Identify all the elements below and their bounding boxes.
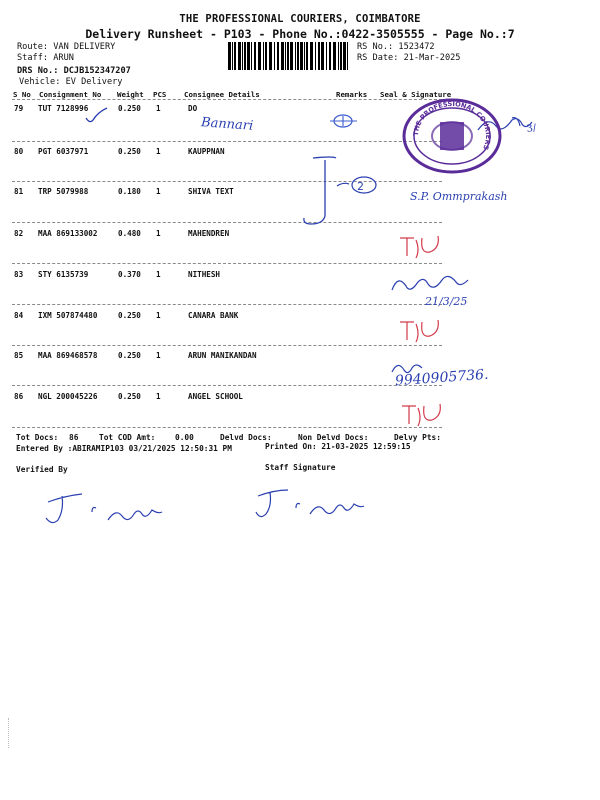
row-weight: 0.250 [118, 392, 141, 401]
row-pcs: 1 [156, 392, 161, 401]
row-weight: 0.250 [118, 147, 141, 156]
staff-label: Staff: ARUN [17, 53, 74, 63]
tot-cod-value: 0.00 [175, 433, 194, 442]
tot-cod-label: Tot COD Amt: [99, 433, 156, 442]
col-weight: Weight [117, 90, 144, 99]
row-consignee: DO [188, 104, 198, 113]
row-sno: 81 [14, 187, 24, 196]
row-sno: 82 [14, 229, 24, 238]
staff-signature-label: Staff Signature [265, 463, 336, 472]
signature-mark-icon [392, 276, 468, 290]
row-pcs: 1 [156, 311, 161, 320]
col-remarks: Remarks [336, 90, 368, 99]
company-stamp [400, 96, 504, 176]
row-sno: 86 [14, 392, 24, 401]
route-label: Route: VAN DELIVERY [17, 42, 116, 52]
row-consignment: TRP 5079988 [38, 187, 89, 196]
row-sno: 83 [14, 270, 24, 279]
row-consignee: SHIVA TEXT [188, 187, 234, 196]
row-pcs: 1 [156, 104, 161, 113]
runsheet-subtitle: Delivery Runsheet - P103 - Phone No.:0422-3505555 - Page No.:7 [85, 27, 515, 41]
row-weight: 0.250 [118, 104, 141, 113]
verified-by-label: Verified By [16, 465, 68, 474]
tot-docs-label: Tot Docs: [16, 433, 59, 442]
row-weight: 0.370 [118, 270, 141, 279]
stamp-text: THE PROFESSIONAL COURIERS [411, 99, 493, 151]
entered-by: Entered By :ABIRAMIP103 03/21/2025 12:50:31 PM [16, 444, 232, 453]
delvd-docs-label: Delvd Docs: [220, 433, 272, 442]
col-consignee: Consignee Details [184, 90, 260, 99]
col-seal-signature: Seal & Signature [380, 90, 452, 99]
row-consignment: IXM 507874480 [38, 311, 98, 320]
col-pcs: PCS [153, 90, 167, 99]
bracket-mark-icon [304, 157, 336, 224]
red-tu-mark-icon [400, 236, 440, 426]
svg-text:2: 2 [357, 180, 364, 193]
row-consignee: ARUN MANIKANDAN [188, 351, 257, 360]
row-sno: 85 [14, 351, 24, 360]
handwritten-phone: 9940905736. [394, 366, 489, 390]
row-weight: 0.250 [118, 351, 141, 360]
handwritten-signature: S.P. Ommprakash [410, 190, 508, 203]
company-title: THE PROFESSIONAL COURIERS, COIMBATORE [179, 13, 421, 25]
row-pcs: 1 [156, 147, 161, 156]
row-pcs: 1 [156, 351, 161, 360]
row-consignment: NGL 200045226 [38, 392, 98, 401]
row-weight: 0.480 [118, 229, 141, 238]
svg-text:3/: 3/ [525, 122, 538, 135]
row-weight: 0.250 [118, 311, 141, 320]
row-consignment: MAA 869133002 [38, 229, 98, 238]
staff-signature-icon [256, 490, 364, 517]
tick-mark-icon [86, 108, 107, 122]
row-consignment: STY 6135739 [38, 270, 89, 279]
tot-docs-value: 86 [69, 433, 79, 442]
vehicle-label: Vehicle: EV Delivery [19, 77, 123, 87]
rs-date: RS Date: 21-Mar-2025 [357, 53, 461, 63]
handwritten-consignee: Bannari [200, 115, 254, 134]
col-sno: S No [13, 90, 31, 99]
row-consignment: TUT 7128996 [38, 104, 89, 113]
row-weight: 0.180 [118, 187, 141, 196]
remark-circle-icon [352, 177, 376, 193]
row-pcs: 1 [156, 270, 161, 279]
row-consignment: MAA 869468578 [38, 351, 98, 360]
row-pcs: 1 [156, 187, 161, 196]
row-consignee: KAUPPNAN [188, 147, 225, 156]
row-sno: 84 [14, 311, 24, 320]
row-pcs: 1 [156, 229, 161, 238]
printed-on: Printed On: 21-03-2025 12:59:15 [265, 442, 411, 451]
rs-number: RS No.: 1523472 [357, 42, 435, 52]
col-consignment: Consignment No [39, 90, 102, 99]
row-consignee: NITHESH [188, 270, 221, 279]
drs-number: DRS No.: DCJB152347207 [17, 66, 131, 76]
non-delvd-docs-label: Non Delvd Docs: [298, 433, 369, 442]
delvy-pts-label: Delvy Pts: [394, 433, 441, 442]
row-sno: 80 [14, 147, 24, 156]
row-consignee: CANARA BANK [188, 311, 239, 320]
row-sno: 79 [14, 104, 24, 113]
handwritten-date: 21/3/25 [425, 295, 468, 308]
row-consignee: MAHENDREN [188, 229, 230, 238]
scan-mark [8, 718, 10, 748]
verified-signature-icon [46, 494, 162, 523]
row-consignee: ANGEL SCHOOL [188, 392, 243, 401]
row-consignment: PGT 6037971 [38, 147, 89, 156]
